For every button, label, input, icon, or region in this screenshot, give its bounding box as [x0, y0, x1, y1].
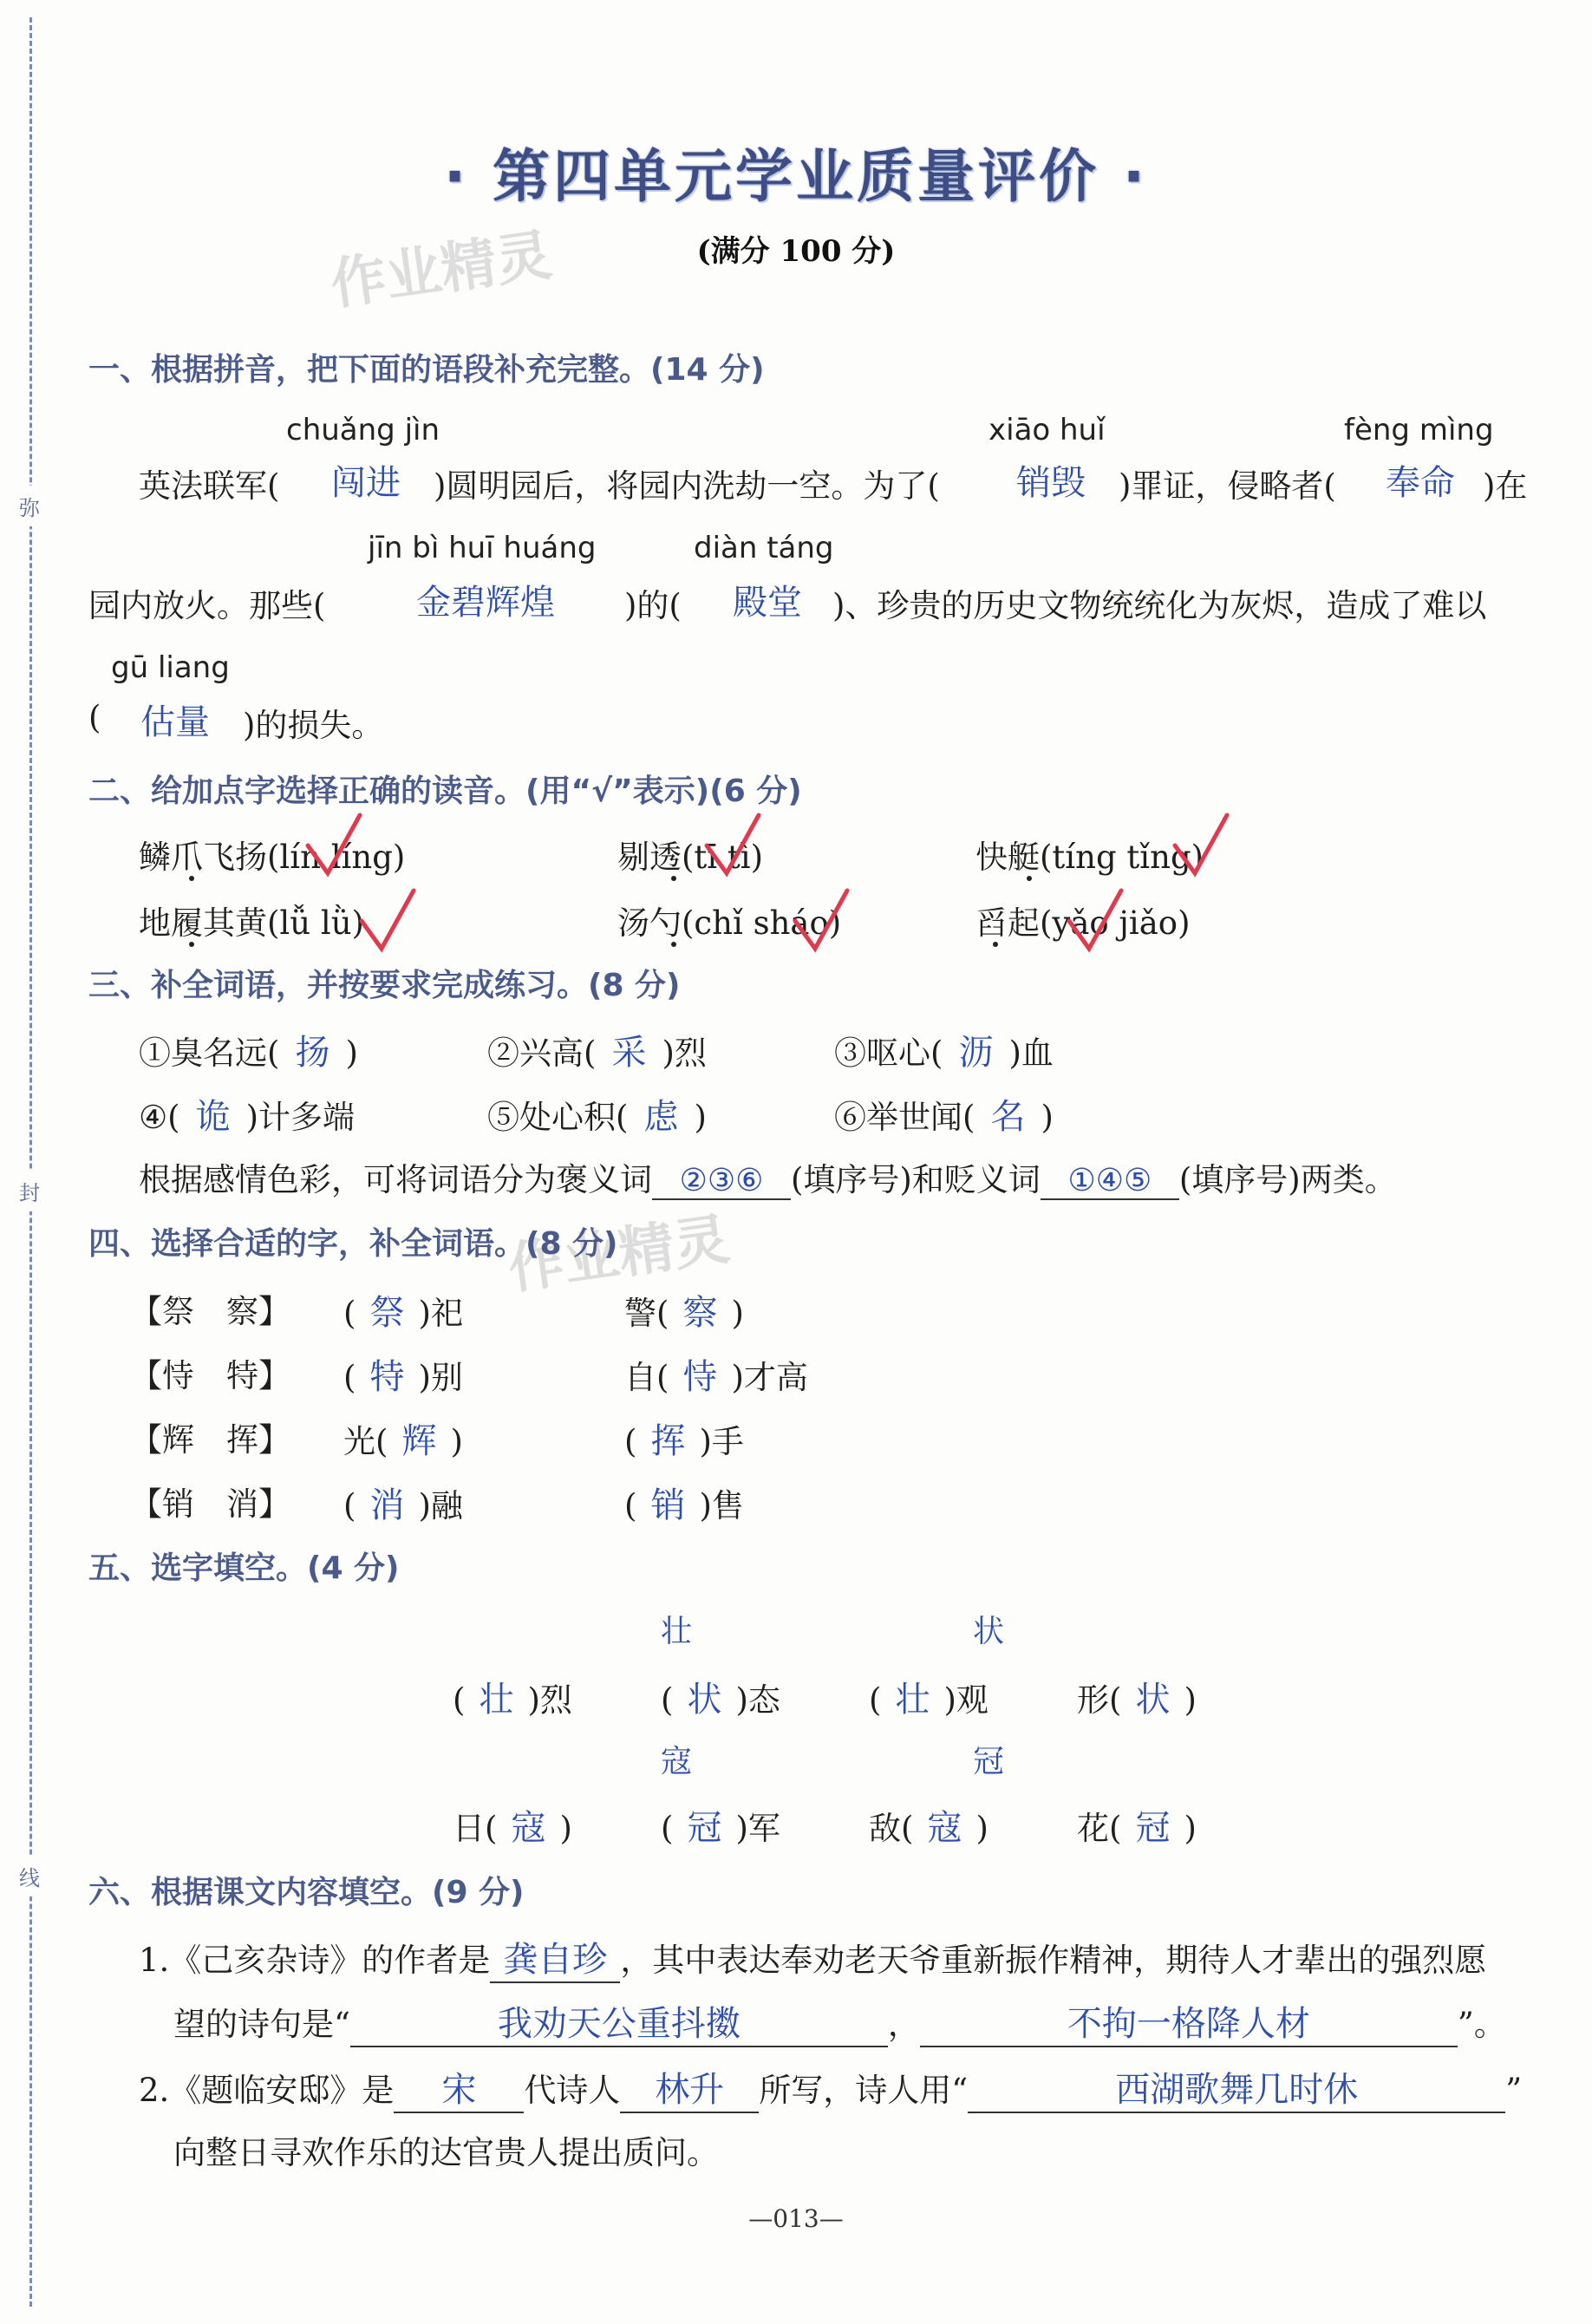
option-kou: 寇	[661, 1744, 693, 1779]
s3-pre: ④(	[139, 1099, 180, 1136]
s5-answer: 寇	[927, 1808, 962, 1848]
s6-q2-c: 所写，诗人用“	[759, 2072, 969, 2109]
option-zhuang-1: 壮	[661, 1614, 693, 1649]
s5-word	[661, 1800, 780, 1850]
section-3-heading: 三、补全词语，并按要求完成练习。(8 分)	[88, 968, 681, 1003]
margin-char-feng: 封	[19, 1171, 40, 1211]
pinyin-3: fèng mìng	[1344, 413, 1494, 447]
emphasis-dot	[189, 876, 194, 881]
section-2-heading: 二、给加点字选择正确的读音。(用“√”表示)(6 分)	[88, 774, 802, 809]
s4-pre: (	[343, 1295, 356, 1332]
s3-post: )	[345, 1035, 358, 1072]
s6-q1-c: 望的诗句是“	[173, 2006, 350, 2043]
s4-pre: 光(	[343, 1423, 388, 1460]
s5-word	[1077, 1800, 1197, 1850]
option-zhuang-2: 状	[973, 1614, 1005, 1649]
s3-pre: ②兴高(	[487, 1035, 597, 1072]
emphasis-dot	[671, 876, 676, 881]
char-pair: 【祭 察】	[130, 1293, 290, 1330]
s5-pre: (	[869, 1681, 882, 1719]
s3-post: )计多端	[245, 1099, 356, 1136]
s4-answer: 察	[682, 1293, 718, 1333]
check-mark-icon	[1065, 886, 1125, 956]
s5-pre: 日(	[453, 1810, 498, 1847]
check-mark-icon	[357, 886, 418, 956]
s4-pre: 警(	[624, 1295, 669, 1332]
s6-q2-answer-line: 西湖歌舞几时休	[968, 2062, 1505, 2113]
s5-word	[869, 1672, 988, 1721]
s4-word	[343, 1285, 463, 1335]
answer-4: 金碧辉煌	[416, 583, 555, 623]
s4-answer: 消	[369, 1485, 405, 1525]
s2-item-1: 鳞爪飞扬(lín líng)	[139, 839, 406, 876]
s3-answer: 沥	[958, 1033, 994, 1073]
s4-answer: 销	[650, 1485, 686, 1525]
s5-answer: 状	[687, 1680, 722, 1720]
pinyin-6: gū liang	[111, 650, 230, 685]
s6-q1-line2	[173, 1996, 1506, 2047]
s4-word	[624, 1478, 744, 1527]
s5-pre: 敌(	[869, 1810, 914, 1847]
s4-word	[624, 1413, 744, 1463]
s6-q1-answer-line2: 不拘一格降人材	[920, 1996, 1458, 2047]
margin-char-mi: 弥	[19, 486, 40, 526]
s6-q2-line1	[139, 2062, 1522, 2113]
s3-pre: ①臭名远(	[139, 1035, 280, 1072]
watermark: 作业精灵	[326, 223, 556, 318]
check-mark-icon	[702, 811, 763, 880]
margin-char-xian: 线	[19, 1856, 40, 1896]
s6-q2-line2: 向整日寻欢作乐的达官贵人提出质问。	[173, 2134, 719, 2171]
page-number: —013—	[748, 2204, 844, 2233]
page-subtitle: (满分 100 分)	[696, 234, 896, 269]
s3-answer: 扬	[295, 1033, 330, 1073]
s3-post: )	[694, 1099, 707, 1136]
s4-pre: (	[343, 1487, 356, 1524]
s5-pre: 形(	[1077, 1681, 1122, 1719]
s3-answer: 虑	[643, 1097, 679, 1137]
s5-pre: (	[661, 1810, 674, 1847]
s1-line3-a: (	[88, 699, 101, 736]
s1-line2-c: )、珍贵的历史文物统统化为灰烬，造成了难以	[832, 587, 1487, 624]
s4-post: )手	[699, 1423, 744, 1460]
s3-answer: 名	[990, 1097, 1026, 1137]
emphasis-dot	[993, 942, 998, 947]
section-4-heading: 四、选择合适的字，补全词语。(8 分)	[88, 1226, 618, 1262]
binding-dashed-line	[29, 17, 32, 2307]
s6-q2-a: 2.《题临安邸》是	[139, 2072, 395, 2109]
answer-2: 销毁	[1016, 463, 1086, 503]
s4-answer: 祭	[369, 1293, 405, 1333]
answer-5: 殿堂	[733, 583, 802, 623]
s5-answer: 寇	[511, 1808, 546, 1848]
s5-post: )态	[735, 1681, 780, 1719]
s5-answer: 状	[1135, 1680, 1171, 1720]
s5-post: )烈	[527, 1681, 572, 1719]
s1-line1-a: 英法联军(	[139, 467, 280, 505]
s4-word	[343, 1413, 463, 1463]
s6-q1-b: ，其中表达奉劝老天爷重新振作精神，期待人才辈出的强烈愿	[620, 1942, 1487, 1979]
s5-post: )	[1184, 1681, 1197, 1719]
s3-post: )	[1041, 1099, 1054, 1136]
s4-answer: 辉	[401, 1421, 437, 1461]
s5-post: )	[559, 1810, 572, 1847]
s4-answer: 挥	[650, 1421, 686, 1461]
s6-q2-d: ”	[1505, 2072, 1523, 2109]
char-pair: 【辉 挥】	[130, 1421, 290, 1459]
s6-q1-answer-author: 龚自珍	[490, 1932, 620, 1983]
s5-answer: 冠	[687, 1808, 722, 1848]
s4-pre: (	[343, 1359, 356, 1396]
s4-post: )	[731, 1295, 744, 1332]
section-1-heading: 一、根据拼音，把下面的语段补充完整。(14 分)	[88, 352, 765, 388]
char-pair: 【恃 特】	[130, 1357, 290, 1394]
pinyin-2: xiāo huǐ	[988, 413, 1106, 447]
s3-sentence-c: (填序号)两类。	[1178, 1161, 1397, 1198]
s3-post: )血	[1008, 1035, 1054, 1072]
s4-post: )祀	[418, 1295, 463, 1332]
s4-post: )别	[418, 1359, 463, 1396]
s3-sentence-a: 根据感情色彩，可将词语分为褒义词	[139, 1161, 652, 1198]
s1-line3-b: )的损失。	[243, 707, 384, 744]
s3-item-2	[487, 1025, 707, 1074]
s5-word	[869, 1800, 988, 1850]
option-guan: 冠	[973, 1744, 1005, 1779]
s6-q2-b: 代诗人	[524, 2072, 621, 2109]
s2-item-2: 剔透(tī tì)	[617, 839, 764, 876]
emphasis-dot	[671, 942, 676, 947]
s3-sentence	[139, 1153, 1397, 1200]
s4-word	[343, 1349, 463, 1399]
s4-post: )融	[418, 1487, 463, 1524]
s2-item-4: 地履其黄(lǚ lǜ)	[139, 904, 364, 942]
s3-answer: 诡	[195, 1097, 231, 1137]
s3-answer-positive: ②③⑥	[652, 1163, 791, 1200]
answer-3: 奉命	[1386, 463, 1455, 503]
s4-word	[624, 1349, 808, 1399]
s2-item-5: 汤勺(chǐ sháo)	[617, 904, 842, 942]
s3-answer-negative: ①④⑤	[1041, 1163, 1179, 1200]
s3-post: )烈	[662, 1035, 707, 1072]
s5-pre: (	[453, 1681, 466, 1719]
s4-pre: (	[624, 1487, 637, 1524]
s1-line1-c: )罪证，侵略者(	[1119, 467, 1336, 505]
char-pair: 【销 消】	[130, 1485, 290, 1523]
check-mark-icon	[1171, 811, 1231, 880]
s1-line1-d: )在	[1483, 467, 1528, 505]
s5-word	[453, 1672, 572, 1721]
s3-answer: 采	[611, 1033, 647, 1073]
s5-pre: (	[661, 1681, 674, 1719]
answer-6: 估量	[140, 702, 210, 742]
s4-answer: 恃	[682, 1357, 718, 1397]
s4-post: )才高	[731, 1359, 808, 1396]
s2-item-6: 舀起(yǎo jiǎo)	[975, 904, 1191, 942]
s4-pre: 自(	[624, 1359, 669, 1396]
s1-line2-a: 园内放火。那些(	[88, 587, 326, 624]
s3-pre: ⑤处心积(	[487, 1099, 629, 1136]
s5-answer: 冠	[1135, 1808, 1171, 1848]
s5-answer: 壮	[895, 1680, 930, 1720]
s5-pre: 花(	[1077, 1810, 1122, 1847]
s4-word	[624, 1285, 744, 1335]
s3-item-6	[834, 1089, 1054, 1139]
section-5-heading: 五、选字填空。(4 分)	[88, 1550, 400, 1586]
s2-item-3: 快艇(tíng tǐng)	[975, 839, 1204, 876]
s1-line1-b: )圆明园后，将园内洗劫一空。为了(	[434, 467, 940, 505]
s5-word	[453, 1800, 572, 1850]
s3-sentence-b: (填序号)和贬义词	[791, 1161, 1041, 1198]
s3-item-4	[139, 1089, 355, 1139]
s5-answer: 壮	[479, 1680, 514, 1720]
s4-pre: (	[624, 1423, 637, 1460]
s3-item-1	[139, 1025, 358, 1074]
s5-word	[661, 1672, 780, 1721]
s4-answer: 特	[369, 1357, 405, 1397]
s3-item-5	[487, 1089, 707, 1139]
watermark-2: 作业精灵	[504, 1207, 734, 1302]
s6-q1-a: 1.《己亥杂诗》的作者是	[139, 1942, 491, 1979]
s3-pre: ⑥举世闻(	[834, 1099, 975, 1136]
s4-post: )售	[699, 1487, 744, 1524]
section-6-heading: 六、根据课文内容填空。(9 分)	[88, 1875, 525, 1910]
check-mark-icon	[303, 811, 364, 880]
s4-post: )	[450, 1423, 463, 1460]
s5-post: )	[975, 1810, 988, 1847]
pinyin-1: chuǎng jìn	[286, 413, 440, 447]
s3-item-3	[834, 1025, 1054, 1074]
check-mark-icon	[791, 886, 851, 956]
s6-q1-line1	[139, 1932, 1486, 1983]
s5-post: )军	[735, 1810, 780, 1847]
s5-word	[1077, 1672, 1197, 1721]
emphasis-dot	[189, 942, 194, 947]
s6-q1-e: ”。	[1457, 2006, 1506, 2043]
answer-1: 闯进	[331, 463, 401, 503]
s5-post: )观	[943, 1681, 988, 1719]
s5-post: )	[1184, 1810, 1197, 1847]
s4-word	[343, 1478, 463, 1527]
s6-q1-answer-line1: 我劝天公重抖擞	[350, 1996, 888, 2047]
emphasis-dot	[1027, 876, 1032, 881]
pinyin-4: jīn bì huī huáng	[368, 531, 597, 565]
pinyin-5: diàn táng	[694, 531, 834, 565]
s3-pre: ③呕心(	[834, 1035, 943, 1072]
s6-q1-d: ，	[887, 2006, 920, 2043]
s6-q2-answer-dynasty: 宋	[394, 2062, 524, 2113]
s6-q2-answer-poet: 林升	[620, 2062, 759, 2113]
s1-line2-b: )的(	[624, 587, 682, 624]
page-title: · 第四单元学业质量评价 ·	[443, 143, 1149, 210]
